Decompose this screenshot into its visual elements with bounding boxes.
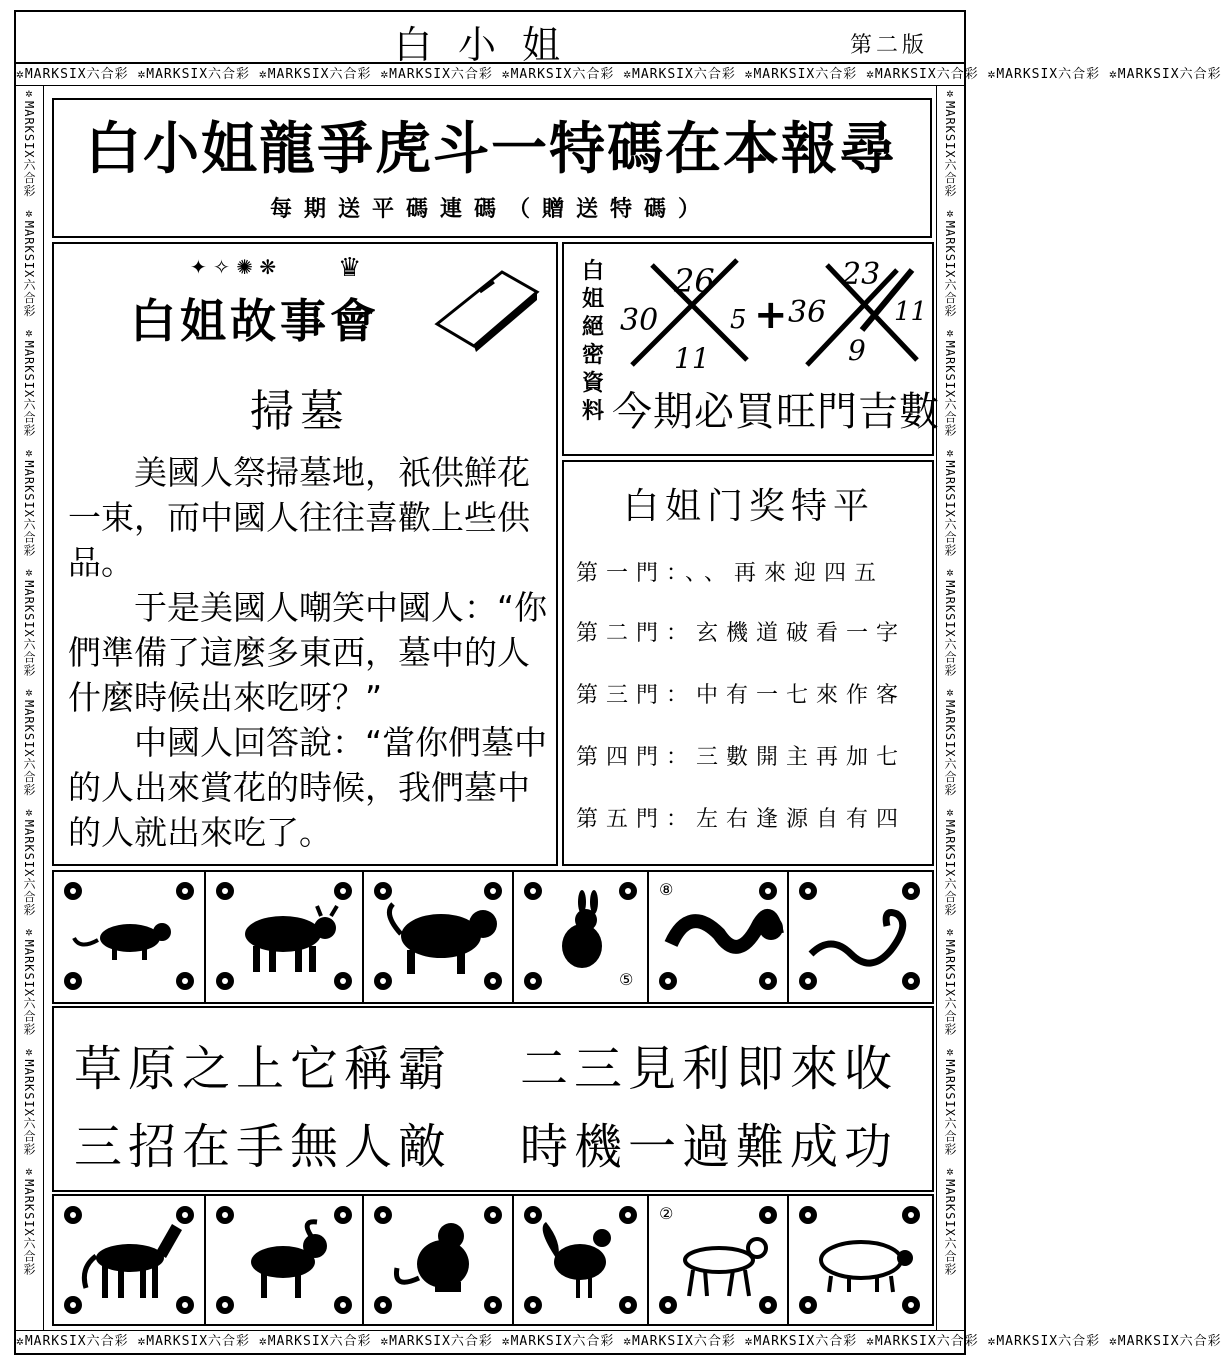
banner-subline: 每期送平碼連碼（贈送特碼）: [269, 197, 712, 222]
gate-row: [576, 740, 936, 771]
story-paragraph: 美國人祭掃墓地，祇供鮮花一束，而中國人往往喜歡上些供品。: [68, 453, 530, 582]
zodiac-row-bottom: [52, 1194, 934, 1326]
gate-label: 第五門：: [576, 807, 697, 832]
secret-number: 26: [674, 262, 715, 300]
story-column-title: 白姐故事會: [130, 294, 380, 348]
gate-row: [576, 616, 936, 647]
zodiac-cell: [206, 872, 364, 1002]
secret-number: 5: [730, 305, 747, 335]
zodiac-cell: [514, 1196, 649, 1324]
snake-icon: [801, 894, 921, 978]
ox-icon: [225, 894, 345, 978]
rooster-icon: [522, 1218, 642, 1302]
poem-line1-left: 草原之上它稱霸: [74, 1041, 453, 1097]
monkey-icon: [379, 1218, 499, 1302]
notebook-icon: [432, 262, 542, 354]
gate-value: 三數開主再加七: [696, 745, 907, 770]
zodiac-cell: [514, 872, 649, 1002]
dog-icon: [659, 1218, 779, 1302]
gate-row: [576, 678, 936, 709]
gate-label: 第三門：: [576, 683, 697, 708]
story-text: [68, 450, 550, 855]
zodiac-row-top: [52, 870, 934, 1004]
secret-number: 11: [674, 342, 710, 375]
zodiac-cell: [206, 1196, 364, 1324]
dragon-icon: [659, 894, 779, 978]
zodiac-cell: [364, 1196, 514, 1324]
secret-number: 30: [620, 303, 659, 338]
gate-value: 中有一七來作客: [696, 683, 907, 708]
rat-icon: [70, 894, 190, 978]
zodiac-cell: [54, 1196, 206, 1324]
zodiac-cell: [789, 872, 932, 1002]
secret-number: 36: [788, 295, 827, 330]
page-title: 白小姐: [393, 23, 586, 67]
pig-icon: [801, 1218, 921, 1302]
gates-title: 白姐门奖特平: [622, 486, 875, 527]
secret-vertical-label: 白姐絕密資料: [581, 259, 604, 424]
gate-label: 第一門：: [576, 561, 686, 586]
zodiac-cell: [789, 1196, 932, 1324]
secret-number: 23: [842, 257, 881, 292]
rabbit-icon: [522, 894, 642, 978]
secret-caption: 今期必買旺門吉數: [612, 389, 940, 435]
gate-value: 左右逢源自有四: [696, 807, 907, 832]
secret-numbers: [612, 250, 928, 376]
poem-line2-left: 三招在手無人敵: [74, 1119, 453, 1175]
zodiac-number: ⑤: [619, 970, 634, 989]
goat-icon: [225, 1218, 345, 1302]
gate-row: [576, 802, 936, 833]
banner-headline: 白小姐龍爭虎斗一特碼在本報尋: [85, 117, 897, 182]
zodiac-number: ②: [659, 1204, 674, 1223]
zodiac-cell: [54, 872, 206, 1002]
gate-label: 第四門：: [576, 745, 697, 770]
zodiac-cell: [649, 872, 789, 1002]
border-strip-top: ✲MARKSIX六合彩 ✲MARKSIX六合彩 ✲MARKSIX六合彩 ✲MARKSIX六合彩 ✲MARKSIX六合彩 ✲MARKSIX六合彩 ✲MARKSIX六合彩 ✲MARKSIX六合彩 ✲MARKSIX六合彩 ✲MARKSIX六合彩: [16, 64, 964, 86]
zodiac-cell: [649, 1196, 789, 1324]
secret-number: 11: [894, 297, 928, 327]
secret-plus: +: [754, 292, 788, 338]
border-strip-bottom: ✲MARKSIX六合彩 ✲MARKSIX六合彩 ✲MARKSIX六合彩 ✲MARKSIX六合彩 ✲MARKSIX六合彩 ✲MARKSIX六合彩 ✲MARKSIX六合彩 ✲MARKSIX六合彩 ✲MARKSIX六合彩 ✲MARKSIX六合彩: [16, 1330, 964, 1352]
story-paragraph: 中國人回答說：“當你們墓中的人出來賞花的時候，我們墓中的人就出來吃了。: [68, 723, 548, 852]
svg-text:✦ ✧ ✺ ❋: ✦ ✧ ✺ ❋: [190, 255, 277, 279]
horse-icon: [70, 1218, 190, 1302]
poem-line1-right: 二三見利即來收: [520, 1041, 899, 1097]
poem-line2-right: 時機一過難成功: [520, 1119, 899, 1175]
story-paragraph: 于是美國人嘲笑中國人：“你們準備了這麼多東西，墓中的人什麼時候出來吃呀？”: [68, 588, 548, 717]
zodiac-number: ⑧: [659, 880, 674, 899]
secret-number: 9: [848, 334, 866, 367]
fireworks-icon: [170, 248, 370, 284]
edition-label: 第二版: [850, 33, 929, 58]
border-strip-left: ✲MARKSIX六合彩 ✲MARKSIX六合彩 ✲MARKSIX六合彩 ✲MARKSIX六合彩 ✲MARKSIX六合彩 ✲MARKSIX六合彩 ✲MARKSIX六合彩 ✲MARKSIX六合彩 ✲MARKSIX六合彩 ✲MARKSIX六合彩: [16, 86, 44, 1330]
gate-value: 、、再來迎四五: [685, 561, 885, 586]
svg-text:♛: ♛: [338, 253, 362, 283]
story-title: 掃墓: [250, 386, 350, 437]
zodiac-cell: [364, 872, 514, 1002]
gate-label: 第二門：: [576, 621, 697, 646]
border-strip-right: ✲MARKSIX六合彩 ✲MARKSIX六合彩 ✲MARKSIX六合彩 ✲MARKSIX六合彩 ✲MARKSIX六合彩 ✲MARKSIX六合彩 ✲MARKSIX六合彩 ✲MARKSIX六合彩 ✲MARKSIX六合彩 ✲MARKSIX六合彩: [936, 86, 964, 1330]
gate-value: 玄機道破看一字: [696, 621, 907, 646]
tiger-icon: [379, 894, 499, 978]
gate-row: [576, 556, 936, 587]
